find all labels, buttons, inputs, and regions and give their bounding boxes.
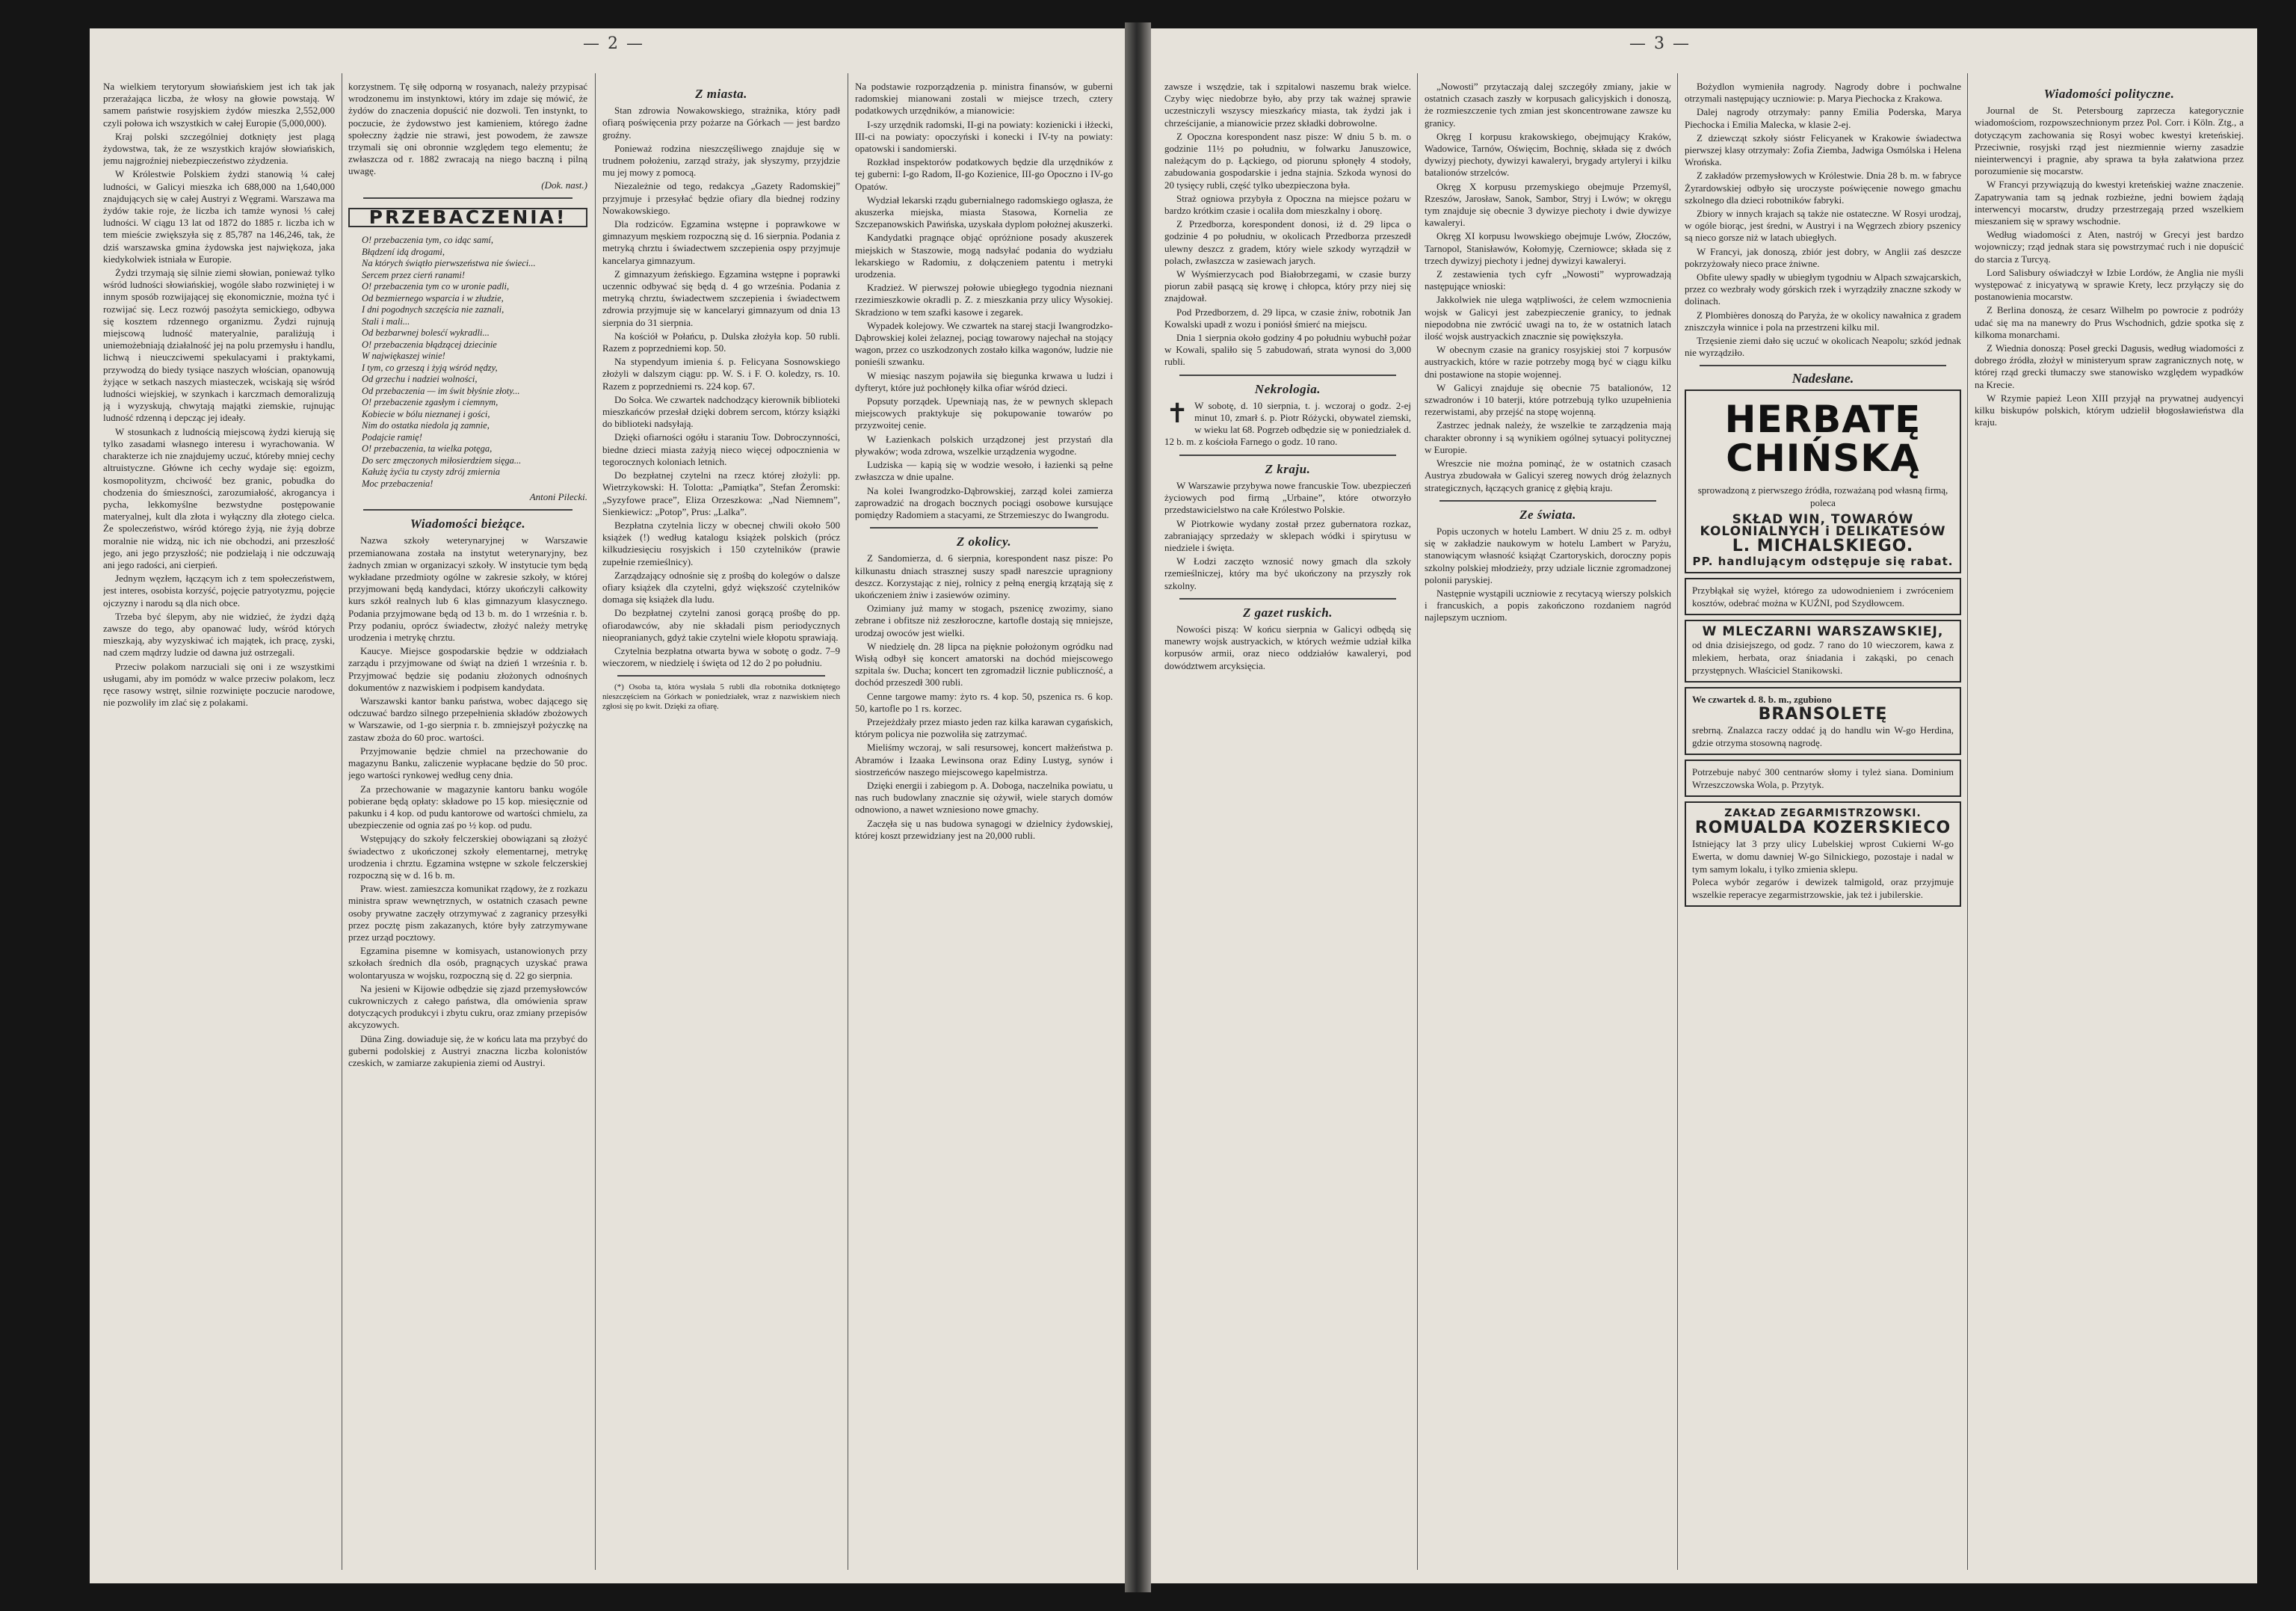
obituary (1164, 400, 1411, 449)
section-divider (617, 675, 825, 677)
news-item: Z Wiednia donoszą: Poseł grecki Dagusis, według wiadomości z dobrego źródła, złożył w ministeryum spraw zagranicznych notę, w której rząd grecki tłumaczy swe stanowisko względem wypadków na Krecie. (1975, 342, 2244, 390)
advertisement-bracelet (1685, 687, 1961, 755)
ad-merchant-name: ROMUALDA KOZERSKIECO (1694, 819, 1951, 838)
article-paragraph: Na wielkiem terytoryum słowiańskiem jest ich tak jak przerażająca liczba, że włosy na głowie powstają. W samem państwie rosyjskiem żydów mieszka 2,552,000 czyli połowa ich wszystkich w całej Europie (5,000,000). (103, 81, 335, 129)
news-item: Dzięki ofiarności ogółu i staraniu Tow. Dobroczynności, biedne dzieci miasta zażyją nieco więcej odpocznienia w tegorocznych koloniach letnich. (602, 431, 840, 467)
news-item: Bezpłatna czytelnia liczy w obecnej chwili około 500 książek (!) według katalogu książek polskich (prócz kilkudziesięciu rosyjskich i 150 czytelników (prawie zupełnie rzemieślnicy). (602, 519, 840, 567)
news-item: Do bezpłatnej czytelni zanosi gorącą prośbę do pp. ofiarodawców, aby nie składali pism periodycznych nieopranianych, gdyż takie czytelni wiele kłopotu sprawiają. (602, 607, 840, 643)
section-title: Nadesłane. (1792, 371, 1854, 386)
poem-author: Antoni Pilecki. (529, 491, 587, 503)
news-item: Na stypendyum imienia ś. p. Felicyana Sosnowskiego złożyli w dalszym ciągu: pp. W. S. i F. O. koledzy, rs. 10. Razem z poprzedniemi rs. 224 kop. 67. (602, 356, 840, 392)
section-divider (1439, 500, 1656, 502)
section-title: Ze świata. (1519, 507, 1576, 522)
section-title: Nekrologia. (1254, 381, 1321, 396)
poem-line: Od grzechu i nadziei wolności, (362, 374, 478, 385)
news-item: Według wiadomości z Aten, nastrój w Grecyi jest bardzo wojowniczy; rząd jednak stara się powstrzymać ruch i nie dopuścić do starcia z Turcyą. (1975, 229, 2244, 265)
column-rule (1967, 73, 1968, 1570)
news-item: Jakkolwiek nie ulega wątpliwości, że celem wzmocnienia wojsk w Galicyi jest zabezpieczenie granicy, to jednak niepodobna nie zwrócić uwagi na to, że w ostatnich latach ilość wojsk austryackich znacznie się powiększyła. (1425, 294, 1671, 342)
book-gutter (1125, 22, 1151, 1592)
news-item: Trzęsienie ziemi dało się uczuć w okolicach Neapolu; szkód jednak nie wyrządziło. (1685, 335, 1961, 359)
news-item: Journal de St. Petersbourg zaprzecza kategorycznie wiadomościom, rozpowszechnionym przez Pol. Corr. i Köln. Ztg., a dotyczącym zachowania się Rosyi wobec kwestyi kreteńskiej. Przeciwnie, rosyjski rząd jest niezmiennie wierny zasadzie nieinterwencyi i pragnie, aby sprawa ta była załatwiona przez porozumienie się mocarstw. (1975, 105, 2244, 177)
left-page (90, 28, 1125, 1583)
news-item: Do Sołca. We czwartek nadchodzący kierownik biblioteki mieszkańców przesłał dzięki dobrem sercom, którzy książki do biblioteki nadsyłają. (602, 393, 840, 430)
ad-body: srebrną. Znalazca raczy oddać ją do handlu win W-go Herdina, gdzie otrzyma stosowną nagrodę. (1692, 724, 1954, 748)
news-item: Stan zdrowia Nowakowskiego, strażnika, który padł ofiarą poświęcenia przy pożarze na Górkach — jest bardzo groźny. (602, 105, 840, 141)
news-item: Egzamina pisemne w komisyach, ustanowionych przy szkołach średnich dla osób, pragnących uzyskać prawa wolontaryusza w wojsku, rozpoczną się d. 22 go sierpnia. (348, 945, 587, 981)
news-item: Na kościół w Połańcu, p. Dulska złożyła kop. 50 rubli. Razem z poprzedniemi kop. 50. (602, 330, 840, 354)
section-title: Z miasta. (695, 87, 747, 101)
poem-line: Moc przebaczenia! (362, 478, 433, 489)
article-paragraph: Żydzi trzymają się silnie ziemi słowian, ponieważ tylko wśród ludności słowiańskiej, wogóle słabo rozwiniętej i w innym sposób rozwijającej się ekonomicznie, można tyć i rozwijać się. Lecz rozwój pasożyta semickiego, odbywa się kosztem rdzennego organizmu. Żydzi rujnują miejscową ludność materyalnie, paraliżują i uniemożebniają działalność jej na polu przemysłu i handlu, lichwą i nieuczciwemi spekulacyami i praktykami, przywodzą do biedy tysiące naszych włościan, opanowują żyjące w setkach naszych miasteczek, wciskają się wśród ludności wiejskiej, w szynkach i karczmach demoralizują ją i wyzyskują, chwytają majątki ziemskie, rujnując ludność rdzenną i depcząc jej ideały. (103, 267, 335, 424)
ad-body: Potrzebuje nabyć 300 centnarów słomy i tyleż siana. Dominium Wrzeszczowska Wola, p. Przytyk. (1692, 766, 1954, 790)
article-paragraph: Przeciw polakom narzuciali się oni i ze wszystkimi usługami, aby im pomódz w walce przeciw polakom, lecz ręce rasowy wstręt, silnie rozwinięte poczucie narodowe, nie pozwoliły im zlać się z polakami. (103, 660, 335, 709)
news-item: Na podstawie rozporządzenia p. ministra finansów, w guberni radomskiej mianowani zostali w miejsce trzech, cztery podatkowych urzędników, a mianowicie: (855, 81, 1113, 117)
column-rule (1677, 73, 1678, 1570)
right-page-number: — 3 — (1629, 34, 1691, 53)
news-item: W obecnym czasie na granicy rosyjskiej stoi 7 korpusów austryackich, które w razie potrzeby mogą być w ciągu kilku dni postawione na stopie wojennej. (1425, 344, 1671, 380)
ad-headline: W MLECZARNI WARSZAWSKIEJ, (1702, 624, 1944, 640)
left-column-4 (855, 81, 1113, 1568)
section-title: Wiadomości polityczne. (2043, 87, 2175, 101)
news-item: Lord Salisbury oświadczył w Izbie Lordów, że Anglia nie myśli występować z inicyatywą w sprawie Krety, lecz przyłączy się do postanowienia mocarstw. (1975, 266, 2244, 303)
poem-line: Stali i mali... (362, 315, 410, 327)
news-item: Popis uczonych w hotelu Lambert. W dniu 25 z. m. odbył się w zakładzie naukowym w hotelu Lambert w Paryżu, stanowiącym własność książąt Czartoryskich, doroczny popis szkolny polskiej młodzieży, przy udziale licznie zgromadzonej polonii paryskiej. (1425, 525, 1671, 585)
section-divider (363, 509, 573, 511)
news-item: W Piotrkowie wydany został przez gubernatora rozkaz, zabraniający sprzedaży w sklepach wódki i spirytusu w niedziele i święta. (1164, 517, 1411, 553)
advertisement-tea (1685, 389, 1961, 574)
poem-line: Na których świątło pierwszeństwa nie świeci... (362, 258, 536, 269)
ad-body: od dnia dzisiejszego, od godz. 7 rano do 10 wieczorem, kawa z mlekiem, herbata, oraz śniadania i zakąski, po cenach przystępnych. Właściciel Stanikowski. (1692, 638, 1954, 676)
news-item: Z dziewcząt szkoły sióstr Felicyanek w Krakowie świadectwa pierwszej klasy otrzymały: Zofia Ziemba, Jadwiga Osmólska i Helena Wrońska. (1685, 132, 1961, 168)
footnote: (*) Osoba ta, która wysłała 5 rubli dla robotnika dotkniętego nieszczęściem na Górkach w poniedziałek, wraz z nazwiskiem niech zgłosi się po kwit. Dzięki za ofiarę. (602, 683, 840, 712)
news-item: W Francyi przywiązują do kwestyi kreteńskiej ważne znaczenie. Zapatrywania tam są jednak rozbieżne, jedni bowiem żądają interwencyi mocarstw, drudzy przestrzegają przed wszelkiem mieszaniem się w sprawy wschodnie. (1975, 179, 2244, 227)
section-title: Wiadomości bieżące. (410, 517, 526, 532)
ad-firm: SKŁAD WIN, TOWARÓW KOLONIALNYCH i DELIKATESÓW (1700, 511, 1946, 539)
news-item: W miesiąc naszym pojawiła się biegunka krwawa u ludzi i dyfteryt, które już pochłonęły kilka ofiar wśród dzieci. (855, 369, 1113, 393)
ad-headline: ZAKŁAD ZEGARMISTRZOWSKI. (1724, 807, 1922, 819)
ad-lead: We czwartek d. 8. b. m., zgubiono (1692, 693, 1832, 705)
news-item: W Galicyi znajduje się obecnie 75 batalionów, 12 szwadronów i 10 baterji, które potrzebują tylko uzupełnienia rezerwistami, aby przejść na stopę wojenną. (1425, 381, 1671, 418)
news-item: Pod Przedborzem, d. 29 lipca, w czasie żniw, robotnik Jan Kowalski upadł z wozu i poniósł śmierć na miejscu. (1164, 306, 1411, 330)
ad-merchant-name: L. MICHALSKIEGO. (1732, 537, 1914, 556)
news-item: Okręg I korpusu krakowskiego, obejmujący Kraków, Wadowice, Tarnów, Oświęcim, Bochnię, składa się z dwóch dywizyj piechoty, dywizyi kawaleryi, brygady artyleryi i kilku batalionów strzelców. (1425, 130, 1671, 179)
news-item: Z zestawienia tych cyfr „Nowosti” wyprowadzają następujące wnioski: (1425, 268, 1671, 292)
left-column-3 (602, 81, 840, 1568)
news-item: Dzięki energii i zabiegom p. A. Doboga, naczelnika powiatu, u nas ruch budowlany znacznie się ożywił, wiele starych domów odnowiono, a nawet wzniesiono nowe gmachy. (855, 779, 1113, 816)
news-item: Düna Zing. dowiaduje się, że w końcu lata ma przybyć do guberni podolskiej z Austryi znaczna liczba kolonistów czeskich, w zamiarze zakupienia ziemi od Austryi. (348, 1032, 587, 1068)
news-item: W Wyśmierzycach pod Białobrzegami, w czasie burzy piorun zabił pasącą się krowę i chłopca, który przy niej się znajdował. (1164, 268, 1411, 304)
article-paragraph: korzystnem. Tę siłę odporną w rosyanach, należy przypisać wrodzonemu im instynktowi, który im zdaje się mówić, że żydów do znaczenia dopuścić nie dozwoli. Ten instynkt, to poczucie, że żydowstwo jest kamieniem, którego żadne społeczny żądzie nie strawi, jest powodem, że zawsze trzymali się oni obronnie względem tego elementu; że zwłaszcza od r. 1882 zwracają na niego baczną i pilną uwagę. (348, 81, 587, 177)
poem-line: Błądzení idą drogami, (362, 246, 445, 257)
advertisement-straw (1685, 760, 1961, 797)
section-divider (1179, 455, 1396, 456)
continuation-note: (Dok. nast.) (541, 179, 587, 191)
news-item: W Łodzi zaczęto wznosić nowy gmach dla szkoły rzemieślniczej, który ma być ukończony na przyszły rok szkolny. (1164, 555, 1411, 591)
poem-line: Od przebaczenia — im świt błyśnie złoty... (362, 385, 520, 396)
news-item: Nazwa szkoły weterynaryjnej w Warszawie przemianowana została na instytut weterynaryjny, bez żadnych zmian w organizacyi szkoły. W instytucie tym będą wykładane przedmioty ogólne w zakresie szkoły, w której przyjmowani będą kandydaci, którzy ukończyli całkowity kurs szkół realnych lub 6 klas gimnazyum klasycznego. Podania przyjmowane będą od 13 b. m. do 1 września r. b. Przy podaniu, oprócz świadectw, złożyć należy metrykę urodzenia i metrykę chrztu. (348, 535, 587, 644)
news-item: W Warszawie przybywa nowe francuskie Tow. ubezpieczeń życiowych pod firmą „Urbaine”, które otworzyło przedstawicielstwo na całe Królestwo Polskie. (1164, 479, 1411, 516)
news-item: Praw. wiest. zamieszcza komunikat rządowy, że z rozkazu ministra spraw wewnętrznych, w ostatnich czasach pewne osoby prywatne zaczęły otrzymywać z zagranicy przesyłki przez pocztę pism zakazanych, które były zatrzymywane przez urząd pocztowy. (348, 883, 587, 943)
article-paragraph: W stosunkach z ludnością miejscową żydzi kierują się tylko zasadami własnego interesu i wyrachowania. W charakterze ich nie znajdujemy uczuć, któreby mniej cechy altruistyczne. Główne ich cechy wydaje się: egoizm, kosmopolityzm, chciwość bez granic, pobudka do chodzenia do śmieszności, zarozumiałość, akrogancya i pycha, lekkomyślne bezwstydne postępowanie materyalnej, kult dla złota i wyłączny dla złotego cielca. Że spoleczeństwo, wśród którego żyją, nie żyją dobrze moralnie nie widzą, nic ich nie obchodzi, ani przeszłość jego, ani jego przyszłość; nie podzielają i nie odczuwają ani jego radości, ani cierpień. (103, 425, 335, 570)
news-item: Do bezpłatnej czytelni na rzecz której złożyli: pp. Wietrzykowski: H. Tolotta: „Pamiątka”, Stefan Żeromski: „Syzyfowe prace”, Eliza Orzeszkowa: „Nad Niemnem”, Sienkiewicz: „Potop”, Prus: „Lalka”. (602, 469, 840, 517)
news-item: Zarządzający odnośnie się z prośbą do kolegów o dalsze ofiary książek dla czytelni, gdyż większość czytelników domaga się książek dla ludu. (602, 569, 840, 606)
poem-line: Od bezmiernego wsparcia i w złudzie, (362, 292, 504, 304)
news-item: Wreszcie nie można pominąć, że w ostatnich czasach Austrya zbudowała w Galicyi szereg nowych dróg żelaznych strategicznych, łączących granicę z głębią kraju. (1425, 458, 1671, 493)
news-item: Zaczęła się u nas budowa synagogi w dzielnicy żydowskiej, której koszt przewidziany jest na 20,000 rubli. (855, 817, 1113, 841)
news-item: W Rzymie papież Leon XIII przyjął na prywatnej audyencyi kilku biskupów polskich, którym udzielił błogosławieństwa dla kraju. (1975, 392, 2244, 428)
section-title: Z kraju. (1265, 461, 1311, 476)
obituary-text: W sobotę, d. 10 sierpnia, t. j. wczoraj o godz. 2-ej minut 10, zmarł ś. p. Piotr Różycki, obywatel ziemski, w wieku lat 68. Pogrzeb odbędzie się w poniedziałek d. 12 b. m. z kościoła Farnego o godz. 10 rano. (1164, 399, 1411, 448)
news-item: Na kolei Iwangrodzko-Dąbrowskiej, zarząd kolei zamierza zaprowadzić na drogach bocznych pociągi osobowe kursujące pomiędzy Radomiem a stacyami, ze Strzemieszyc do Iwangrodu. (855, 484, 1113, 520)
column-rule (595, 73, 596, 1570)
right-column-3 (1685, 81, 1961, 1568)
section-title: Z gazet ruskich. (1243, 605, 1333, 620)
news-item: Kandydatki pragnące objąć opróżnione posady akuszerek miejskich w Staszowie, mogą nadsyłać podania do wydziału lekarskiego w Radomiu, z dołączeniem patentu i metryki urodzenia. (855, 232, 1113, 280)
news-item: Wypadek kolejowy. We czwartek na starej stacji Iwangrodzko-Dąbrowskiej kolei żelaznej, pociąg towarowy najechał na stojący wagon, przez co uszkodzonych zostało kilka wagonów, ludzie nie ponieśli szwanku. (855, 319, 1113, 368)
left-page-number: — 2 — (583, 34, 644, 53)
news-item: Warszawski kantor banku państwa, wobec dającego się odczuwać bardzo silnego przepełnienia składów zbożowych w Warszawie, od 1-go sierpnia r. b. zmniejszył pożyczkę na zastaw zboża do 60 proc. wartości. (348, 695, 587, 743)
advertisement-watchmaker (1685, 801, 1961, 907)
news-item: Wydział lekarski rządu gubernialnego radomskiego ogłasza, że akuszerka miejska, miasta Stasowa, Kornelia ze Szczepanowskich Pawińska, uzyskała dyplom położnej akuszerki. (855, 194, 1113, 230)
right-column-1 (1164, 81, 1411, 1568)
poem-line: I dni pogodnych szczęścia nie zaznali, (362, 304, 504, 315)
section-divider (363, 197, 573, 199)
section-divider (1179, 375, 1396, 376)
section-divider (1179, 598, 1396, 600)
news-item: Z gimnazyum żeńskiego. Egzamina wstępne i poprawki uczennic odbywać się będą d. 4 go września. Podania z metryką chrztu, świadectwem szczepienia i świadectwem zdrowia przyjmuje się w kancelaryi gimnazyum od dnia 13 sierpnia do 31 sierpnia. (602, 268, 840, 328)
news-item: Okręg XI korpusu lwowskiego obejmuje Lwów, Złoczów, Tarnopol, Stanisławów, Kołomyję, Czerniowce; składa się z trzech dywizyj piechoty i jednej dywizyi kawaleryi. (1425, 230, 1671, 266)
right-column-4 (1975, 81, 2244, 1568)
ad-body: Istniejący lat 3 przy ulicy Lubelskiej wprost Cukierni W-go Ewerta, w domu dawniej W-go Silnickiego, pozostaje i nadal w tym samym lokalu, i tylko zmienia sklepu. (1692, 838, 1954, 875)
poem-line: Sercem przez cierń ranami! (362, 269, 466, 280)
poem-line: O! przebaczenie zgasłym i ciemnym, (362, 397, 499, 408)
poem-line: Kałużę żyćia tu czysty zdrój zmiernia (362, 466, 501, 478)
news-item: Z Berlina donoszą, że cesarz Wilhelm po powrocie z podróży udać się ma na manewry do Prus Wschodnich, gdzie spotka się z kilkoma monarchami. (1975, 304, 2244, 340)
left-column-1 (103, 81, 335, 1568)
ad-item: BRANSOLETĘ (1758, 704, 1888, 724)
news-item: Bożydlon wymieniła nagrody. Nagrody dobre i pochwalne otrzymali następujący uczniowie: p. Marya Piechocka z Krakowa. (1685, 81, 1961, 105)
news-item: Cenne targowe mamy: żyto rs. 4 kop. 50, pszenica rs. 6 kop. 50, kartofle po 1 rs. korzec. (855, 690, 1113, 714)
column-rule (1417, 73, 1418, 1570)
news-item: Przejeżdżały przez miasto jeden raz kilka karawan cygańskich, którym policya nie pozwoliła się zatrzymać. (855, 715, 1113, 740)
article-paragraph: W Królestwie Polskiem żydzi stanowią ¼ całej ludności, w Galicyi mieszka ich 688,000 na 1,640,000 znajdujących się w całej Austryi z Węgrami. Warszawa ma żydów takie roje, że liczba ich tamże wynosi ⅓ całej ludności. W ciągu 13 lat od 1872 do 1885 r. liczba ich w tem mieście zwiększyła się z 85,787 na 146,246, tak, że dziś warszawska gmina żydowska jest najwiękoza, jaka kiedykolwiek istniała w Europie. (103, 168, 335, 265)
ad-footer: Poleca wybór zegarów i dewizek talmigold, oraz przyjmuje wszelkie reperacye zegarmistrzowskie, jak też i jubilerskie. (1692, 876, 1954, 901)
news-item: Z Plombières donoszą do Paryża, że w okolicy nawałnica z gradem zniszczyła winnice i pola na przestrzeni kilku mil. (1685, 309, 1961, 333)
poem-title: PRZEBACZENIA! (348, 208, 587, 227)
advertisement-dog (1685, 578, 1961, 615)
right-page (1151, 28, 2257, 1583)
news-item: Rozkład inspektorów podatkowych będzie dla urzędników z tej guberni: I-go Radom, II-go Kozienice, III-go Opoczno i IV-go Opatów. (855, 156, 1113, 192)
news-item: I-szy urzędnik radomski, II-gi na powiaty: kozienicki i iłżecki, III-ci na powiaty: opoczyński i konecki i IV-ty na powiaty: opatowski i sandomierski. (855, 118, 1113, 155)
ad-footer: PP. handlującym odstępuje się rabat. (1692, 555, 1954, 569)
poem-line: O! przebaczenia tym, co idąc samí, (362, 235, 494, 246)
news-item: Zbiory w innych krajach są także nie ostateczne. W Rosyi urodzaj, w ogóle biorąc, jest średni, w Austryi i na Węgrzech zbiory pszenicy są nieco gorsze niż w latach ubiegłych. (1685, 208, 1961, 244)
article-paragraph: Jednym węzłem, łączącym ich z tem społeczeństwem, jest interes, osobista korzyść, pojęcie patryotyzmu, pojęcie ojczyzny i narodu są dla nich obce. (103, 573, 335, 609)
news-item: Następnie wystąpili uczniowie z recytacyą wierszy polskich i francuskich, a popis zakończono rozdaniem nagród najlepszym uczniom. (1425, 587, 1671, 623)
section-title: Z okolicy. (956, 535, 1012, 549)
news-item: Dnia 1 sierpnia około godziny 4 po południu wybuchł pożar w Kowali, spaliło się 5 zabudowań, strata wynosi do 3,000 rubli. (1164, 332, 1411, 368)
news-item: Kradzież. W pierwszej połowie ubiegłego tygodnia nieznani rzezimieszkowie okradli p. Z. z mieszkania przy ulicy Wysokiej. Skradziono w tem szafki kasowe i zegarek. (855, 282, 1113, 318)
news-item: Ozimiany już mamy w stogach, pszenicę zwozimy, siano zebrane i obfitsze niż zeszłoroczne, kartofle dostają się mniejsze, urodzaj owoców jest wielki. (855, 603, 1113, 638)
news-item: „Nowosti” przytaczają dalej szczegóły zmiany, jakie w ostatnich czasach zaszły w korpusach galicyjskich i donoszą, że rozmieszczenie tych zmian jest skoncentrowane zawsze ku granicy. (1425, 81, 1671, 129)
news-item: Zastrzec jednak należy, że wszelkie te zarządzenia mają charakter obronny i są wynikiem ogólnej sytuacyi politycznej w Europie. (1425, 419, 1671, 455)
news-item: Dla rodziców. Egzamina wstępne i poprawkowe w gimnazyum męskiem rozpoczną się d. 16 sierpnia. Podania z metryką chrztu i świadectwem szczepienia ospy przyjmuje kancelarya gimnazyum. (602, 218, 840, 266)
news-item: W niedzielę dn. 28 lipca na pięknie położonym ogródku nad Wisłą odbył się koncert amatorski na dochód miejscowego szpitala św. Ducha; koncert ten zgromadził licznie publiczność, a dochód przeszedł 300 rubli. (855, 640, 1113, 689)
news-item: Z Opoczna korespondent nasz pisze: W dniu 5 b. m. o godzinie 11½ po południu, w folwarku Januszowice, należącym do p. Łąckiego, od piorunu spłonęły 4 stodoły, zabudowania gospodarskie i jedna stajnia. Szkoda wynosi do 20 tysięcy rubli, część tylko ubezpieczona była. (1164, 130, 1411, 191)
article-paragraph: Kraj polski szczególniej dotknięty jest plagą żydowstwa, tak, że ze wszystkich krajów słowiańskich, jemu najgroźniej niebezpieczeństwo zżydzenia. (103, 130, 335, 167)
news-item: Kaucye. Miejsce gospodarskie będzie w oddziałach zarządu i przyjmowane od świąt na dzień 1 września r. b. Przyjmować będzie się podaniu złożonych odnośnych dokumentów z nazwiskiem i podpisem kandydata. (348, 645, 587, 693)
ad-body: sprowadzoną z pierwszego źródła, rozważaną pod własną firmą, poleca (1697, 484, 1948, 508)
left-column-2 (348, 81, 587, 1568)
news-item: W Łazienkach polskich urządzonej jest przystań dla pływaków; woda zdrowa, wszelkie urządzenia wygodne. (855, 433, 1113, 457)
news-item: Niezależnie od tego, redakcya „Gazety Radomskiej” przyjmuje i przesyłać będzie ofiary dla biednej rodziny Nowakowskiego. (602, 180, 840, 216)
poem-line: Podajcie ramię! (362, 431, 422, 443)
news-item: Z Sandomierza, d. 6 sierpnia, korespondent nasz pisze: Po kilkunastu dniach strasznej suszy spadł nareszcie upragniony deszcz. Korzystając z niej, rolnicy z pełną energią krzątają się z ukończeniem żniw i zasiewów oziminy. (855, 552, 1113, 600)
news-item: zawsze i wszędzie, tak i szpitalowi naszemu brak wielce. Czyby więc niedobrze było, aby przy tak ważnej sprawie uczestniczyli wszyscy mieszkańcy miasta, tak żydzi jak i chrześcijanie, a mianowicie przez składki dobrowolne. (1164, 81, 1411, 129)
right-column-2 (1425, 81, 1671, 1568)
section-divider (870, 527, 1098, 529)
poem-line: Do serc zmęczonych miłosierdziem sięga... (362, 455, 522, 466)
poem-line: O! przebaczenia, ta wielka potęga, (362, 443, 493, 455)
news-item: Nowości piszą: W końcu sierpnia w Galicyi odbędą się manewry wojsk austryackich, w których weźmie udział kilka korpusów armii, oraz nieco oddziałów kawaleryi, pod dowództwem arcyksięcia. (1164, 623, 1411, 671)
news-item: Z zakładów przemysłowych w Królestwie. Dnia 28 b. m. w fabryce Żyrardowskiej odbyło się uroczyste poświęcenie nowego gmachu szkolnego dla dzieci robotników fabryki. (1685, 170, 1961, 206)
news-item: Ludziska — kapią się w wodzie wesoło, i łazienki są pełne zwłaszcza w dnie upalne. (855, 459, 1113, 483)
section-divider (1700, 365, 1946, 366)
poem-line: W najwiękaszej winie! (362, 351, 445, 362)
cross-icon: ✝ (1166, 398, 1189, 428)
poem-line: O! przebaczenia błądzącej dziecinie (362, 339, 497, 350)
poem-line: Kobiecie w bólu nieznanej i gości, (362, 408, 490, 419)
news-item: Obfite ulewy spadły w ubiegłym tygodniu w Alpach szwajcarskich, przez co wezbrały wody górskich rzek i wyrządziły znaczne szkody w dolinach. (1685, 271, 1961, 307)
ad-body: Przybłąkał się wyżeł, którego za udowodnieniem i zwróceniem kosztów, odebrać można w KUŹNI, pod Szydłowcem. (1692, 585, 1954, 609)
news-item: Mieliśmy wczoraj, w sali resursowej, koncert małżeństwa p. Abramów i Izaaka Lewinsona oraz Ediny Lustyg, synów i siostrzeńców naszego miejscowego kapelmistrza. (855, 742, 1113, 777)
ad-headline: HERBATĘ CHIŃSKĄ (1724, 397, 1922, 480)
advertisement-dairy (1685, 620, 1961, 682)
news-item: Ponieważ rodzina nieszczęśliwego znajduje się w trudnem położeniu, zarząd straży, jak słyszymy, przyjdzie mu jej mowy z pomocą. (602, 142, 840, 179)
poem-line: O! przebaczenia tym co w uronie padli, (362, 281, 510, 292)
news-item: Z Przedborza, korespondent donosi, iż d. 29 lipca o godzinie 4 po południu, w okolicach Przedborza przeszedł ulewny deszcz z gradem, który wiele szkody wyrządził w polach, zwłaszcza w zasiewach jarych. (1164, 218, 1411, 266)
poem-line: Od bezbarwnej bolesćí wykradli... (362, 327, 490, 339)
news-item: Popsuty porządek. Upewniają nas, że w pewnych sklepach miejscowych praktykuje się pokupowanie towarów po przyzwoitej cenie. (855, 395, 1113, 431)
news-item: Straż ogniowa przybyła z Opoczna na miejsce pożaru w bardzo krótkim czasie i ocaliła dom mieszkalny i oborę. (1164, 192, 1411, 217)
poem-line: Nim do ostatka niedola ją zamnie, (362, 420, 490, 431)
news-item: Dalej nagrody otrzymały: panny Emilia Poderska, Marya Piechocka i Emilia Malecka, w klasie 2-ej. (1685, 106, 1961, 130)
news-item: Okręg X korpusu przemyskiego obejmuje Przemyśl, Rzeszów, Jarosław, Sanok, Sambor, Stryj i Lwów; w okręgu tym znajduje się obecnie 3 dywizye piechoty i dwie dywizye kawaleryi. (1425, 180, 1671, 229)
news-item: Wstępujący do szkoły felczerskiej obowiązani są złożyć świadectwo z ukończonej szkoły elementarnej, metrykę urodzenia i chrztu. Egzamina wstępne w szkole felczerskiej rozpoczną się w d. 16 b. m. (348, 833, 587, 881)
news-item: Czytelnia bezpłatna otwarta bywa w sobotę o godz. 7–9 wieczorem, w niedzielę i święta od 12 do 2 po południu. (602, 644, 840, 669)
news-item: Na jesieni w Kijowie odbędzie się zjazd przemysłowców cukrowniczych z całego państwa, dla omówienia spraw dotyczących produkcyi i zbytu cukru, oraz zmiany przepisów akcyzowych. (348, 982, 587, 1031)
article-paragraph: Trzeba być ślepym, aby nie widzieć, że żydzi dążą zawsze do tego, aby opanować ludy, wśród których mieszkają, aby wyzyskiwać ich majątek, ich pracę, zyski, nad czem mądrzy ludzie od dawna już ostrzegali. (103, 610, 335, 659)
news-item: W Francyi, jak donoszą, zbiór jest dobry, w Anglii zaś deszcze pokrzyżowały nieco prace żniwne. (1685, 245, 1961, 269)
news-item: Przyjmowanie będzie chmiel na przechowanie do magazynu Banku, zaliczenie wypłacane będzie do 50 proc. jego wartości rynkowej według ceny dnia. (348, 745, 587, 781)
poem-line: I tym, co grzeszą i żyją wśród nędzy, (362, 362, 498, 373)
news-item: Za przechowanie w magazynie kantoru banku wogóle pobierane będą opłaty: składowe po 15 kop. miesięcznie od pakunku i 4 kop. od pudu kantorowe od wartości chmielu, za ubezpieczenie od ognia zaś po ½ kop. od pudu. (348, 783, 587, 831)
